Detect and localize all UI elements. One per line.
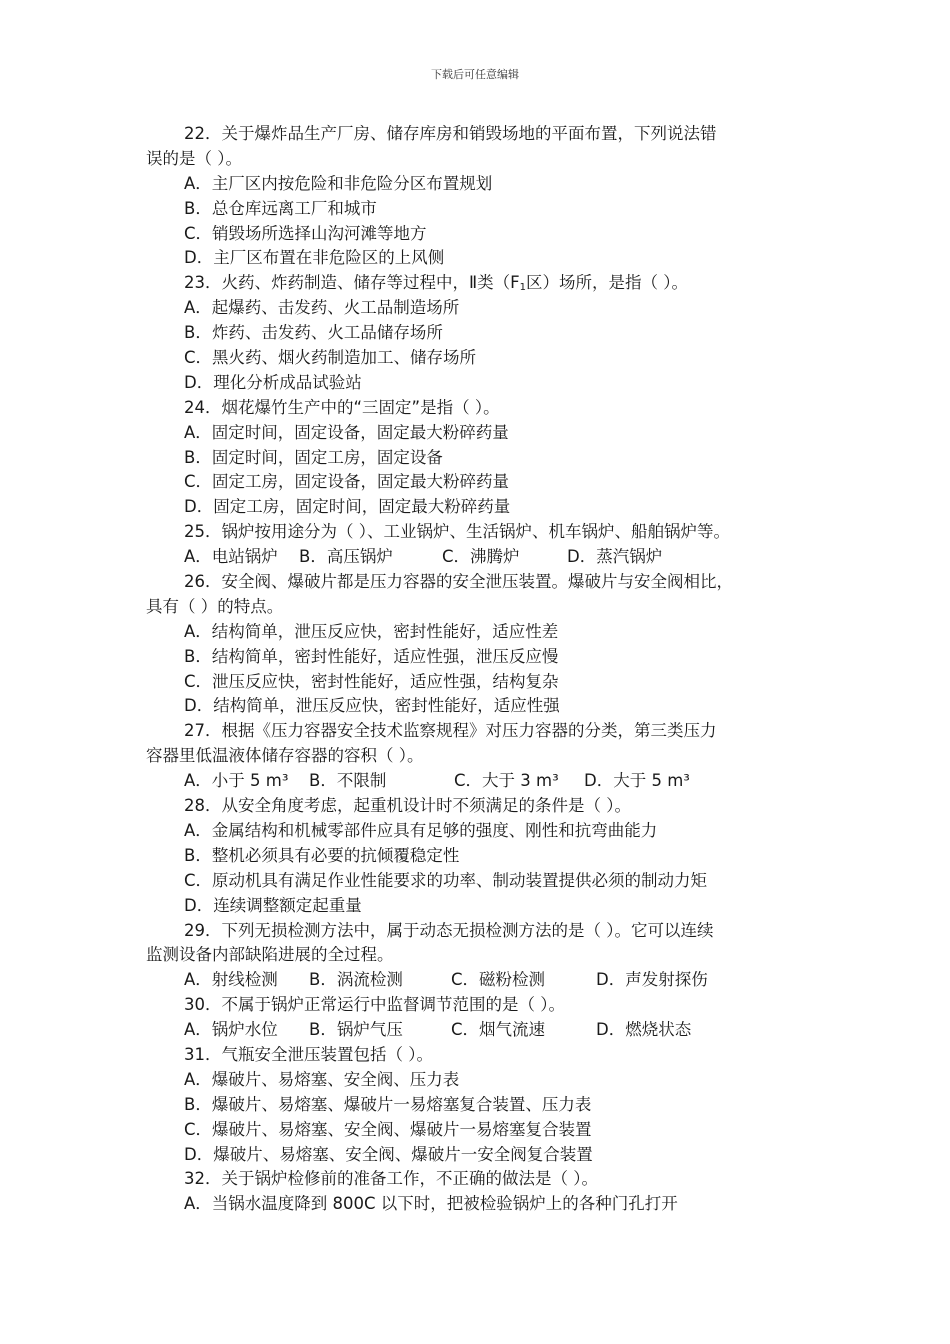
page-header: 下载后可任意编辑 [431,68,519,81]
q26-stem-line2: 具有（ ）的特点。 [146,596,284,616]
q31-option-a: A．爆破片、易熔塞、安全阀、压力表 [184,1069,460,1089]
q29-options [146,968,836,993]
q30-stem: 30．不属于锅炉正常运行中监督调节范围的是（ ）。 [184,995,565,1015]
q27-option-d: D．大于 5 m³ [584,771,690,791]
q27-stem-line1: 27．根据《压力容器安全技术监察规程》对压力容器的分类，第三类压力 [184,721,717,741]
q24-option-d: D．固定工房，固定时间，固定最大粉碎药量 [184,497,511,517]
q30-option-c: C．烟气流速 [451,1020,546,1040]
q32-stem: 32．关于锅炉检修前的准备工作，不正确的做法是（ ）。 [184,1169,598,1189]
q28-option-c: C．原动机具有满足作业性能要求的功率、制动装置提供必须的制动力矩 [184,870,708,890]
q30-options [146,1018,836,1043]
q26-option-a: A．结构简单，泄压反应快，密封性能好，适应性差 [184,621,559,641]
q26-option-b: B．结构简单，密封性能好，适应性强，泄压反应慢 [184,646,559,666]
q29-option-c: C．磁粉检测 [451,970,546,990]
q27-option-c: C．大于 3 m³ [454,771,559,791]
q28-option-d: D．连续调整额定起重量 [184,895,362,915]
q29-option-d: D．声发射探伤 [596,970,708,990]
q22-option-b: B．总仓库远离工厂和城市 [184,198,377,218]
q22-option-c: C．销毁场所选择山沟河滩等地方 [184,223,427,243]
q23-option-c: C．黑火药、烟火药制造加工、储存场所 [184,348,477,368]
q32-option-a: A．当锅水温度降到 800C 以下时，把被检验锅炉上的各种门孔打开 [184,1194,678,1214]
document-body [146,122,836,1217]
q27-stem-line2: 容器里低温液体储存容器的容积（ ）。 [146,746,424,766]
q28-option-b: B．整机必须具有必要的抗倾覆稳定性 [184,845,460,865]
q24-option-c: C．固定工房，固定设备，固定最大粉碎药量 [184,472,510,492]
q23-stem-sub: 1 [519,282,526,294]
q30-option-b: B．锅炉气压 [309,1020,403,1040]
q26-stem-line1: 26．安全阀、爆破片都是压力容器的安全泄压装置。爆破片与安全阀相比， [184,572,733,592]
q23-stem [146,271,836,296]
q30-option-d: D．燃烧状态 [596,1020,692,1040]
q27-option-a: A．小于 5 m³ [184,771,289,791]
q26-option-d: D．结构简单，泄压反应快，密封性能好，适应性强 [184,696,560,716]
q30-option-a: A．锅炉水位 [184,1020,278,1040]
q23-option-b: B．炸药、击发药、火工品储存场所 [184,323,443,343]
q25-option-b: B．高压锅炉 [299,547,393,567]
q23-stem-pre: 23．火药、炸药制造、储存等过程中，Ⅱ类（F [184,273,520,293]
q29-stem-line2: 监测设备内部缺陷进展的全过程。 [146,945,394,965]
q22-stem-line2: 误的是（ ）。 [146,148,242,168]
q27-option-b: B．不限制 [309,771,387,791]
q25-option-d: D．蒸汽锅炉 [567,547,663,567]
q29-stem-line1: 29．下列无损检测方法中，属于动态无损检测方法的是（ ）。它可以连续 [184,920,714,940]
q25-option-a: A．电站锅炉 [184,547,278,567]
q28-stem: 28．从安全角度考虑，起重机设计时不须满足的条件是（ ）。 [184,796,631,816]
q22-stem-line1: 22．关于爆炸品生产厂房、储存库房和销毁场地的平面布置，下列说法错 [184,124,717,143]
q25-stem: 25．锅炉按用途分为（ ）、工业锅炉、生活锅炉、机车锅炉、船舶锅炉等。 [184,522,730,542]
q24-option-a: A．固定时间，固定设备，固定最大粉碎药量 [184,422,509,442]
q25-option-c: C．沸腾炉 [442,547,520,567]
q28-option-a: A．金属结构和机械零部件应具有足够的强度、刚性和抗弯曲能力 [184,820,658,840]
q23-stem-post: 区）场所，是指（ ）。 [525,273,688,293]
q31-option-c: C．爆破片、易熔塞、安全阀、爆破片一易熔塞复合装置 [184,1119,592,1139]
q23-option-d: D．理化分析成品试验站 [184,372,362,392]
q22-option-a: A．主厂区内按危险和非危险分区布置规划 [184,173,493,193]
q29-option-a: A．射线检测 [184,970,278,990]
q31-option-d: D．爆破片、易熔塞、安全阀、爆破片一安全阀复合装置 [184,1144,593,1164]
q22-option-d: D．主厂区布置在非危险区的上风侧 [184,248,445,268]
q25-options [146,545,836,570]
q24-stem: 24．烟花爆竹生产中的“三固定”是指（ ）。 [184,397,500,417]
q23-option-a: A．起爆药、击发药、火工品制造场所 [184,298,460,318]
q26-option-c: C．泄压反应快，密封性能好，适应性强，结构复杂 [184,671,559,691]
q31-option-b: B．爆破片、易熔塞、爆破片一易熔塞复合装置、压力表 [184,1094,592,1114]
q29-option-b: B．涡流检测 [309,970,403,990]
q31-stem: 31．气瓶安全泄压装置包括（ ）。 [184,1044,433,1064]
q24-option-b: B．固定时间，固定工房，固定设备 [184,447,443,467]
q27-options [146,769,836,794]
